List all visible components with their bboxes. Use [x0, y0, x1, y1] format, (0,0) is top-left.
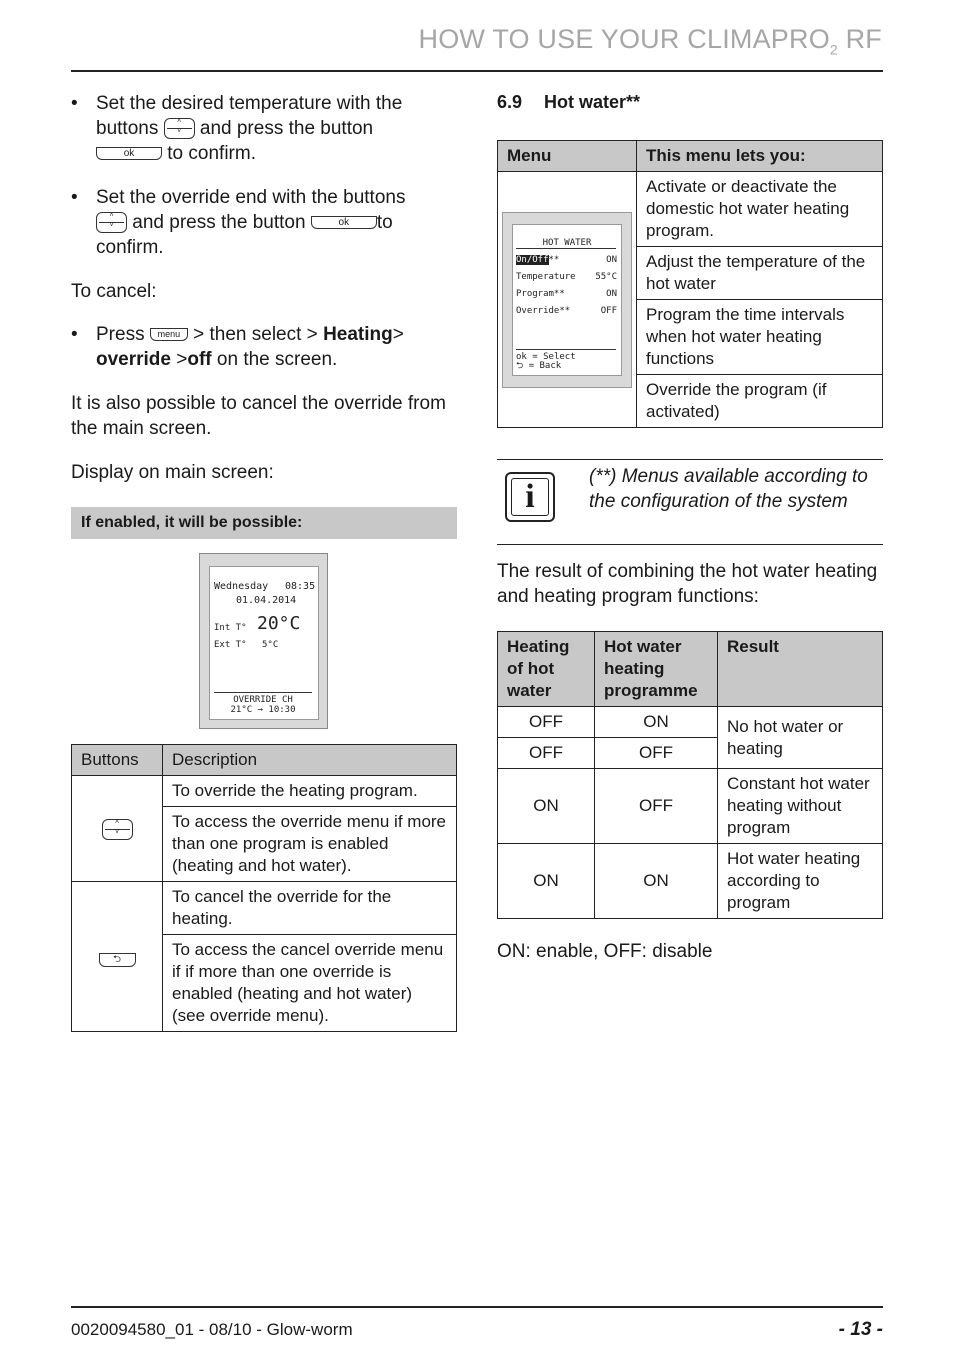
section-heading: 6.9 Hot water** — [497, 92, 641, 112]
table-header: Buttons — [72, 745, 163, 776]
page-number: - 13 - — [838, 1319, 883, 1340]
header-rule — [71, 70, 883, 72]
back-button-icon: ⮌ — [99, 953, 136, 967]
table-header: Menu — [498, 141, 637, 172]
paragraph-combination: The result of combining the hot water heating and heating program functions: — [497, 561, 878, 607]
enabled-banner: If enabled, it will be possible: — [71, 507, 457, 539]
table-cell: To access the override menu if more than one program is enabled (heating and hot water). — [163, 807, 457, 882]
footer-document-id: 0020094580_01 - 08/10 - Glow-worm — [71, 1320, 353, 1339]
table-row: ON OFF Constant hot water heating without program — [498, 769, 883, 844]
up-down-buttons-icon — [102, 819, 133, 840]
table-row: OFF OFF — [498, 738, 883, 769]
table-cell: Program the time intervals when hot water heating functions — [637, 300, 883, 375]
footer-rule — [71, 1306, 883, 1308]
paragraph-display-main-screen: Display on main screen: — [71, 462, 274, 483]
menu-button-icon: menu — [150, 328, 188, 341]
up-down-buttons-icon — [96, 212, 127, 233]
table-cell: Activate or deactivate the domestic hot water heating program. — [637, 172, 883, 247]
cancel-label: To cancel: — [71, 281, 157, 302]
result-table — [497, 631, 883, 919]
table-row: ON ON Hot water heating according to program — [498, 844, 883, 919]
table-cell: To cancel the override for the heating. — [163, 882, 457, 935]
ok-button-icon: ok — [311, 216, 377, 229]
hot-water-menu-table — [497, 140, 883, 428]
bullet-press-menu: Press menu > then select > Heating> override >off on the screen. — [96, 324, 404, 370]
table-row: OFF ON No hot water or heating — [498, 707, 883, 738]
paragraph-cancel-override: It is also possible to cancel the override from the main screen. — [71, 393, 446, 439]
on-off-legend: ON: enable, OFF: disable — [497, 941, 713, 962]
info-note: i (**) Menus available according to the configuration of the system — [497, 459, 883, 545]
table-cell: To access the cancel override menu if if more than one override is enabled (heating and hot water) (see override menu). — [163, 935, 457, 1032]
table-header: Heating of hot water — [498, 632, 595, 707]
hot-water-screen-display: HOT WATER On/Off** ON Temperature 55°C Program** ON Override** OFF ok = Select ⮌ = Back — [502, 212, 632, 388]
info-icon: i — [505, 472, 555, 522]
table-header: This menu lets you: — [637, 141, 883, 172]
table-header: Description — [163, 745, 457, 776]
main-screen-display: Wednesday 08:35 01.04.2014 Int T° 20°C Ext T° 5°C OVERRIDE CH 21°C → 10:30 — [199, 553, 328, 729]
table-cell: Override the program (if activated) — [637, 375, 883, 428]
ok-button-icon: ok — [96, 147, 162, 160]
bullet-set-override-end: Set the override end with the buttons ˄ ˅ and press the button ok to confirm. — [96, 185, 466, 260]
buttons-table — [71, 744, 457, 1032]
table-cell: To override the heating program. — [163, 776, 457, 807]
table-header: Result — [718, 632, 883, 707]
bullet-set-temperature: Set the desired temperature with the buttons ˄ ˅ and press the button ok to confirm. — [96, 91, 466, 166]
table-header: Hot water heating programme — [595, 632, 718, 707]
up-down-buttons-icon — [164, 118, 195, 139]
table-cell: Adjust the temperature of the hot water — [637, 247, 883, 300]
page-header-title: HOW TO USE YOUR $CLIMAPRO_2$ RF — [418, 24, 882, 58]
